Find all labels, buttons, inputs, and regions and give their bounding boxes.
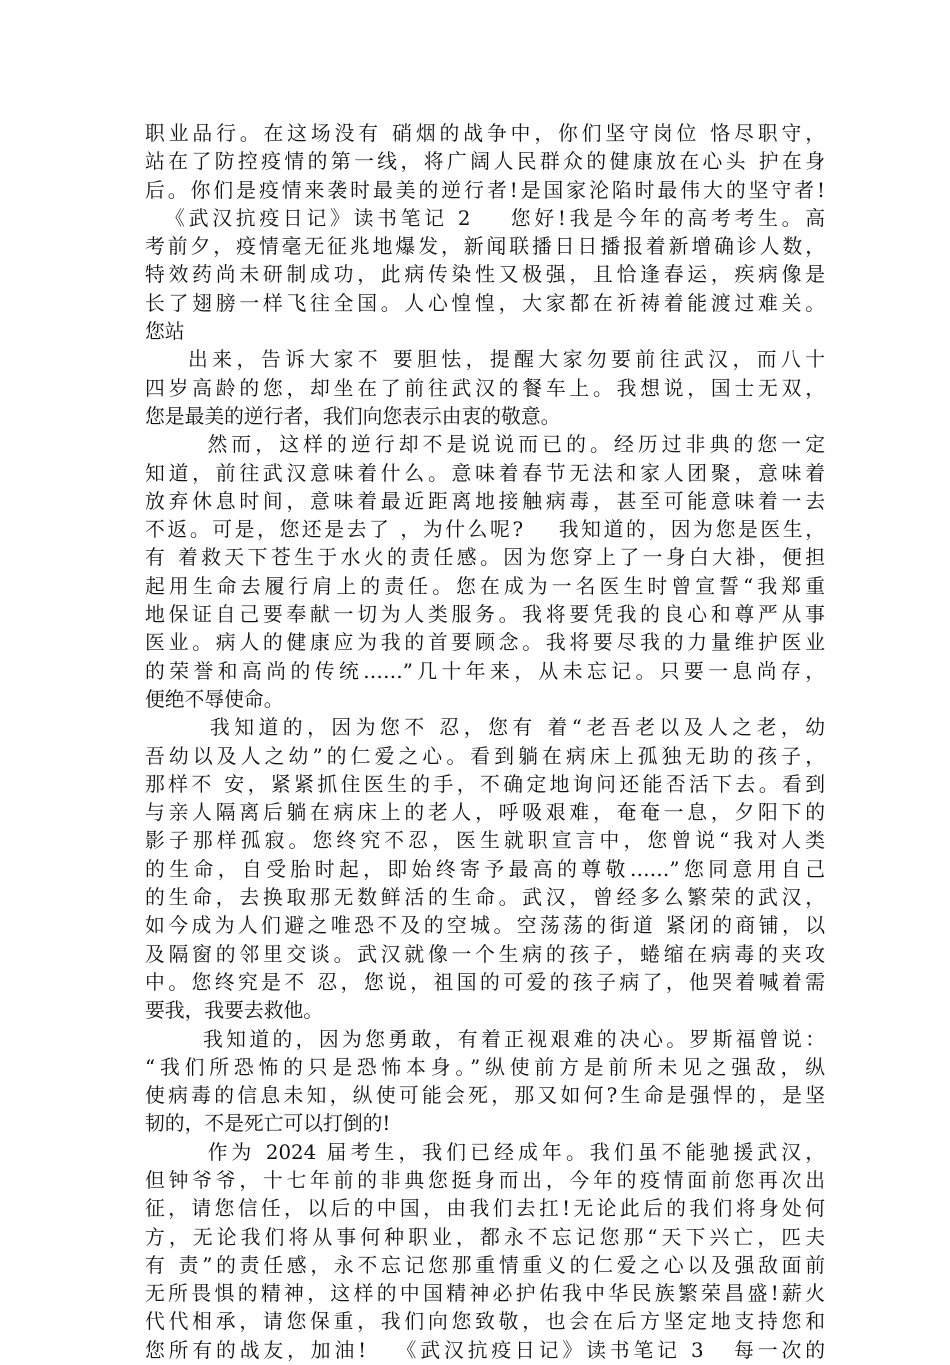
- text-line: 有 着救天下苍生于水火的责任感。因为您穿上了一身白大褂，便担: [145, 546, 825, 570]
- text-line: 如今成为人们避之唯恐不及的空城。空荡荡的街道 紧闭的商铺，以: [145, 914, 825, 938]
- text-line: 医业。病人的健康应为我的首要顾念。我将要尽我的力量维护医业: [145, 631, 825, 655]
- text-line: 您所有的战友，加油! 《武汉抗疫日记》读书笔记 3 每一次的: [145, 1338, 825, 1362]
- text-line: 与亲人隔离后躺在病床上的老人，呼吸艰难，奄奄一息，夕阳下的: [145, 801, 825, 825]
- text-line: 特效药尚未研制成功，此病传染性又极强，且恰逢春运，疾病像是: [145, 263, 825, 287]
- text-line: 中。您终究是不 忍，您说，祖国的可爱的孩子病了，他哭着喊着需: [145, 970, 825, 994]
- text-line: 但钟爷爷，十七年前的非典您挺身而出，今年的疫情面前您再次出: [145, 1168, 825, 1192]
- text-line: 吾幼以及人之幼”的仁爱之心。看到躺在病床上孤独无助的孩子，: [145, 744, 825, 768]
- text-line: 使病毒的信息未知，纵使可能会死，那又如何?生命是强悍的，是坚: [145, 1084, 825, 1108]
- text-line: 及隔窗的邻里交谈。武汉就像一个生病的孩子，蜷缩在病毒的夹攻: [145, 942, 825, 966]
- text-line: 那样不 安，紧紧抓住医生的手，不确定地询问还能否活下去。看到: [145, 772, 825, 796]
- text-line: 征，请您信任，以后的中国，由我们去扛!无论此后的我们将身处何: [145, 1197, 825, 1221]
- text-line: 站在了防控疫情的第一线，将广阔人民群众的健康放在心头 护在身: [145, 150, 825, 174]
- document-body: [145, 120, 825, 1365]
- text-line: 代代相承，请您保重，我们向您致敬，也会在后方坚定地支持您和: [145, 1310, 825, 1334]
- text-line: 职业品行。在这场没有 硝烟的战争中，你们坚守岗位 恪尽职守，: [145, 122, 825, 145]
- text-line: 知道，前往武汉意味着什么。意味着春节无法和家人团聚，意味着: [145, 461, 825, 485]
- text-line: 起用生命去履行肩上的责任。您在成为一名医生时曾宣誓“我郑重: [145, 574, 825, 598]
- text-line: 后。你们是疫情来袭时最美的逆行者!是国家沦陷时最伟大的坚守者!: [145, 178, 825, 202]
- text-line: 您站: [145, 320, 185, 344]
- text-line: 的生命，自受胎时起，即始终寄予最高的尊敬……”您同意用自己: [145, 857, 825, 881]
- text-line: 便绝不辱使命。: [145, 687, 284, 711]
- text-line: 考前夕，疫情毫无征兆地爆发，新闻联播日日播报着新增确诊人数，: [145, 235, 825, 259]
- text-line: 您是最美的逆行者，我们向您表示由衷的敬意。: [145, 404, 561, 428]
- text-line: “我们所恐怖的只是恐怖本身。”纵使前方是前所未见之强敌，纵: [145, 1055, 825, 1079]
- text-line: 我知道的，因为您勇敢，有着正视艰难的决心。罗斯福曾说：: [145, 1027, 825, 1051]
- text-line: 《武汉抗疫日记》读书笔记 2 您好!我是今年的高考考生。高: [145, 206, 825, 230]
- text-line: 我知道的，因为您不 忍，您有 着“老吾老以及人之老，幼: [145, 716, 825, 740]
- text-line: 不返。可是，您还是去了 ，为什么呢? 我知道的，因为您是医生，: [145, 518, 825, 542]
- text-line: 然而，这样的逆行却不是说说而已的。经历过非典的您一定: [145, 433, 825, 457]
- text-line: 长了翅膀一样飞往全国。人心惶惶，大家都在祈祷着能渡过难关。: [145, 291, 825, 315]
- text-line: 出来，告诉大家不 要胆怯，提醒大家勿要前往武汉，而八十: [145, 348, 825, 372]
- text-line: 作为 2024 届考生，我们已经成年。我们虽不能驰援武汉，: [145, 1140, 825, 1164]
- text-line: 有 责”的责任感，永不忘记您那重情重义的仁爱之心以及强敌面前: [145, 1253, 825, 1277]
- text-line: 无所畏惧的精神，这样的中国精神必护佑我中华民族繁荣昌盛!薪火: [145, 1282, 825, 1306]
- text-line: 四岁高龄的您，却坐在了前往武汉的餐车上。我想说，国士无双，: [145, 376, 825, 400]
- text-line: 影子那样孤寂。您终究不忍，医生就职宣言中，您曾说“我对人类: [145, 829, 825, 853]
- text-line: 韧的，不是死亡可以打倒的!: [145, 1112, 391, 1136]
- text-line: 地保证自己要奉献一切为人类服务。我将要凭我的良心和尊严从事: [145, 603, 825, 627]
- text-line: 方，无论我们将从事何种职业，都永不忘记您那“天下兴亡，匹夫: [145, 1225, 825, 1249]
- text-line: 要我，我要去救他。: [145, 999, 324, 1023]
- text-line: 的荣誉和高尚的传统……”几十年来，从未忘记。只要一息尚存，: [145, 659, 825, 683]
- text-line: 放弃休息时间，意味着最近距离地接触病毒，甚至可能意味着一去: [145, 489, 825, 513]
- text-line: 的生命，去换取那无数鲜活的生命。武汉，曾经多么繁荣的武汉，: [145, 886, 825, 910]
